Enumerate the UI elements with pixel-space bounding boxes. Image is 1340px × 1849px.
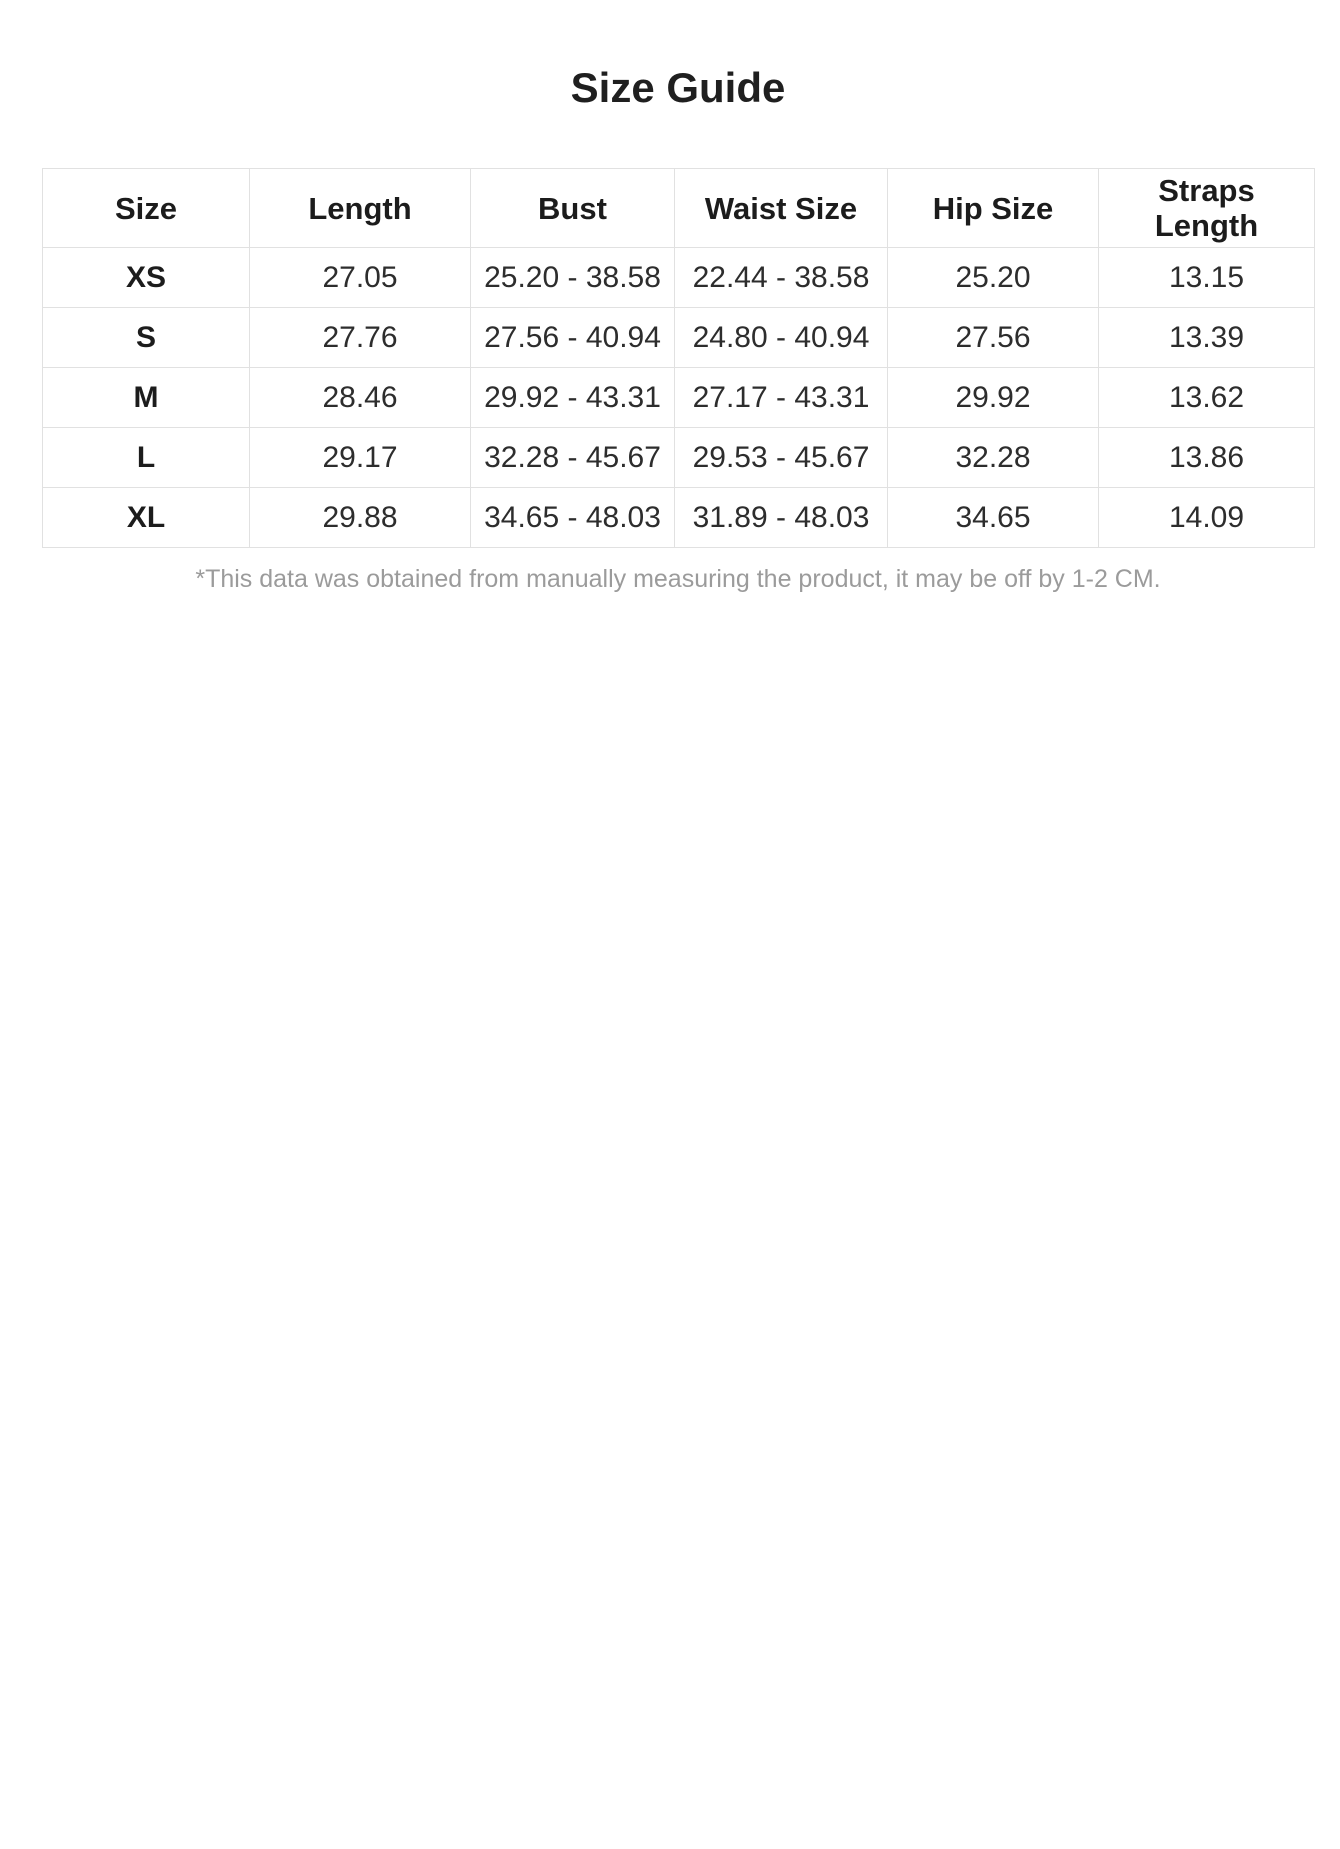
table-row bbox=[43, 308, 1315, 368]
column-header-length bbox=[250, 169, 471, 248]
column-header-size bbox=[43, 169, 250, 248]
cell-bust: 32.28 - 45.67 bbox=[471, 428, 675, 488]
cell-bust: 27.56 - 40.94 bbox=[471, 308, 675, 368]
cell-waist-size: 29.53 - 45.67 bbox=[675, 428, 888, 488]
cell-length: 29.17 bbox=[250, 428, 471, 488]
cell-length: 29.88 bbox=[250, 488, 471, 548]
table-row bbox=[43, 428, 1315, 488]
table-row bbox=[43, 368, 1315, 428]
cell-bust: 29.92 - 43.31 bbox=[471, 368, 675, 428]
column-header-waist-size bbox=[675, 169, 888, 248]
cell-hip-size: 25.20 bbox=[888, 248, 1099, 308]
column-header-bust bbox=[471, 169, 675, 248]
cell-waist-size: 22.44 - 38.58 bbox=[675, 248, 888, 308]
cell-size: M bbox=[43, 368, 250, 428]
cell-length: 28.46 bbox=[250, 368, 471, 428]
column-header-label: Size bbox=[114, 190, 178, 226]
page-title: Size Guide bbox=[570, 64, 786, 111]
cell-waist-size: 24.80 - 40.94 bbox=[675, 308, 888, 368]
size-table-body bbox=[43, 248, 1315, 548]
cell-hip-size: 29.92 bbox=[888, 368, 1099, 428]
header-row bbox=[43, 169, 1315, 248]
cell-size: L bbox=[43, 428, 250, 488]
column-header-hip-size bbox=[888, 169, 1099, 248]
cell-length: 27.76 bbox=[250, 308, 471, 368]
cell-straps-length: 13.15 bbox=[1099, 248, 1315, 308]
column-header-label: Waist Size bbox=[704, 190, 858, 226]
cell-bust: 25.20 - 38.58 bbox=[471, 248, 675, 308]
measurement-disclaimer: *This data was obtained from manually measuring the product, it may be off by 1-2 CM. bbox=[195, 565, 1161, 593]
column-header-label: Length bbox=[308, 190, 412, 226]
cell-hip-size: 27.56 bbox=[888, 308, 1099, 368]
cell-bust: 34.65 - 48.03 bbox=[471, 488, 675, 548]
column-header-label: Bust bbox=[538, 190, 607, 226]
cell-length: 27.05 bbox=[250, 248, 471, 308]
cell-straps-length: 13.62 bbox=[1099, 368, 1315, 428]
cell-hip-size: 34.65 bbox=[888, 488, 1099, 548]
cell-straps-length: 13.86 bbox=[1099, 428, 1315, 488]
cell-hip-size: 32.28 bbox=[888, 428, 1099, 488]
size-table-header bbox=[43, 169, 1315, 248]
cell-waist-size: 27.17 - 43.31 bbox=[675, 368, 888, 428]
cell-size: S bbox=[43, 308, 250, 368]
column-header-label: Hip Size bbox=[932, 190, 1054, 226]
column-header-straps-length bbox=[1099, 169, 1315, 248]
cell-straps-length: 13.39 bbox=[1099, 308, 1315, 368]
size-guide-table bbox=[42, 168, 1315, 548]
cell-size: XS bbox=[43, 248, 250, 308]
cell-waist-size: 31.89 - 48.03 bbox=[675, 488, 888, 548]
cell-straps-length: 14.09 bbox=[1099, 488, 1315, 548]
column-header-label: Straps Length bbox=[1154, 173, 1259, 243]
size-guide-section bbox=[42, 64, 1314, 594]
table-row bbox=[43, 488, 1315, 548]
cell-size: XL bbox=[43, 488, 250, 548]
table-row bbox=[43, 248, 1315, 308]
